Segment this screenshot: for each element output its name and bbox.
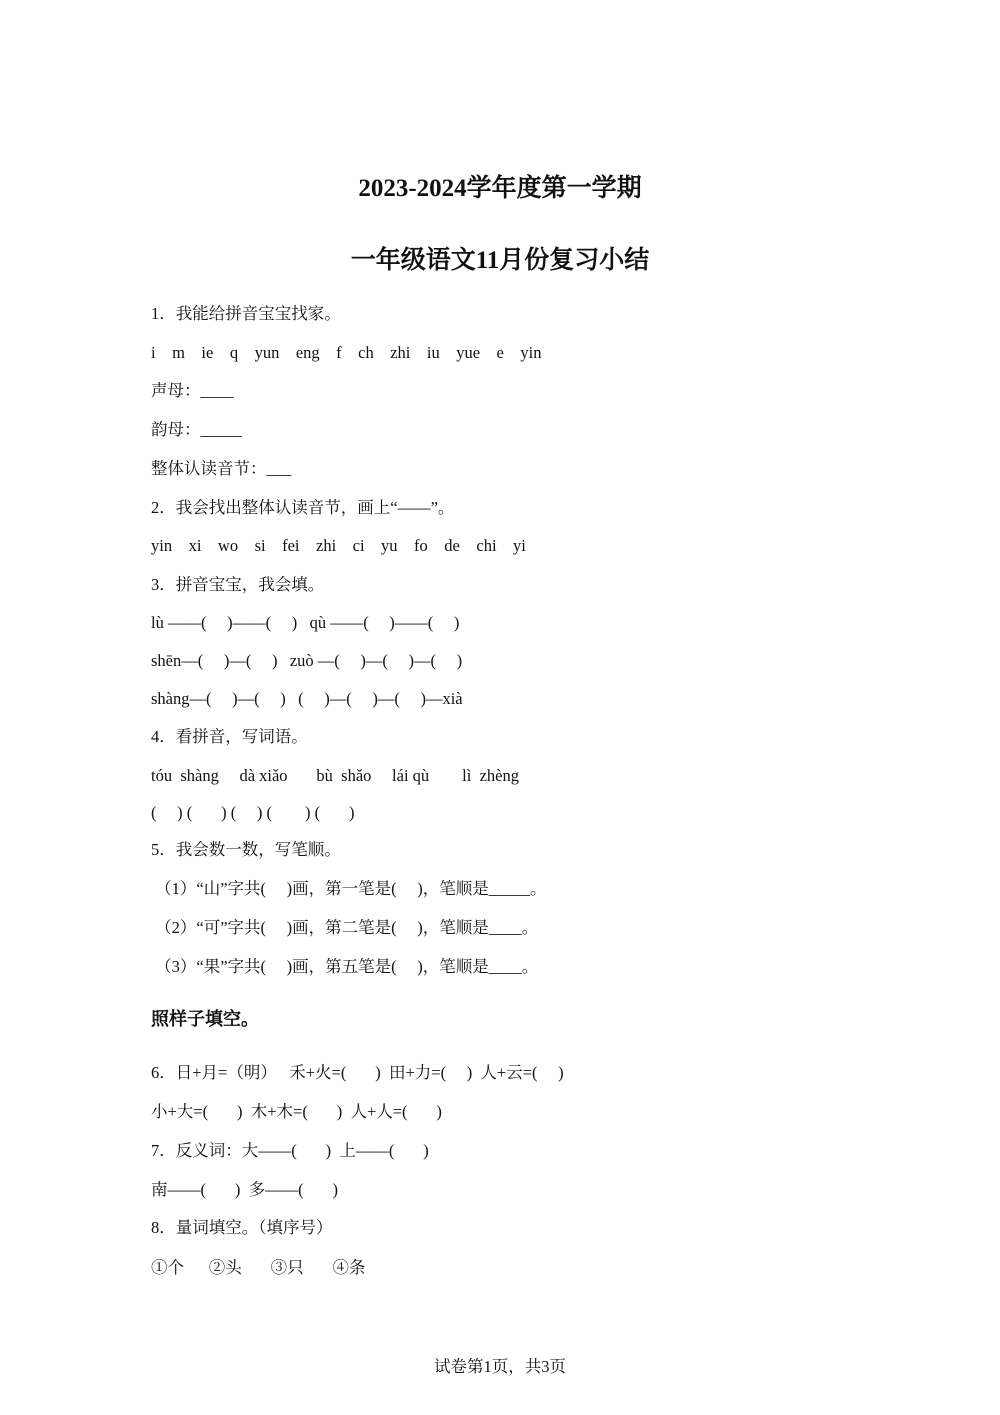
exam-title-line1: 2023-2024学年度第一学期 xyxy=(358,175,642,202)
question-6-row-1: 6．日+月=（明） 禾+火=( ) 田+力=( ) 人+云=( ) xyxy=(151,1063,564,1082)
question-5-prompt: 5．我会数一数，写笔顺。 xyxy=(151,840,341,859)
question-8-options: ①个 ②头 ③只 ④条 xyxy=(151,1258,366,1277)
question-7-row-2: 南——( ) 多——( ) xyxy=(151,1180,338,1199)
question-1-whole-syllable-blank: 整体认读音节：___ xyxy=(151,459,292,478)
question-4-answer-blanks: ( ) ( ) ( ) ( ) ( ) xyxy=(151,803,355,822)
question-6-row-2: 小+大=( ) 木+木=( ) 人+人=( ) xyxy=(151,1102,442,1121)
question-3-prompt: 3．拼音宝宝，我会填。 xyxy=(151,575,325,594)
question-1-prompt: 1．我能给拼音宝宝找家。 xyxy=(151,304,341,323)
exam-title-line2: 一年级语文11月份复习小结 xyxy=(350,247,650,274)
question-3-row-2: shēn—( )—( ) zuò —( )—( )—( ) xyxy=(151,651,463,670)
question-3-row-1: lù ——( )——( ) qù ——( )——( ) xyxy=(151,613,460,632)
question-4-pinyin-row: tóu shàng dà xiǎo bù shǎo lái qù lì zhèng xyxy=(151,766,519,785)
question-5-item-1: （1）“山”字共( )画，第一笔是( )，笔顺是_____。 xyxy=(151,879,547,898)
question-5-item-3: （3）“果”字共( )画，第五笔是( )，笔顺是____。 xyxy=(151,957,539,976)
page-number-footer: 试卷第1页，共3页 xyxy=(434,1357,566,1376)
question-1-initials-blank: 声母：____ xyxy=(151,381,234,400)
question-1-pinyin-list: i m ie q yun eng f ch zhi iu yue e yin xyxy=(151,343,542,362)
question-3-row-3: shàng—( )—( ) ( )—( )—( )—xià xyxy=(151,689,463,708)
question-5-item-2: （2）“可”字共( )画，第二笔是( )，笔顺是____。 xyxy=(151,918,539,937)
question-4-prompt: 4．看拼音，写词语。 xyxy=(151,727,308,746)
question-8-prompt: 8．量词填空。（填序号） xyxy=(151,1218,333,1237)
question-2-prompt: 2．我会找出整体认读音节，画上“——”。 xyxy=(151,498,455,517)
question-7-row-1: 7．反义词：大——( ) 上——( ) xyxy=(151,1141,429,1160)
section-heading: 照样子填空。 xyxy=(151,1009,259,1030)
question-2-pinyin-list: yin xi wo si fei zhi ci yu fo de chi yi xyxy=(151,536,526,555)
question-1-finals-blank: 韵母：_____ xyxy=(151,420,242,439)
